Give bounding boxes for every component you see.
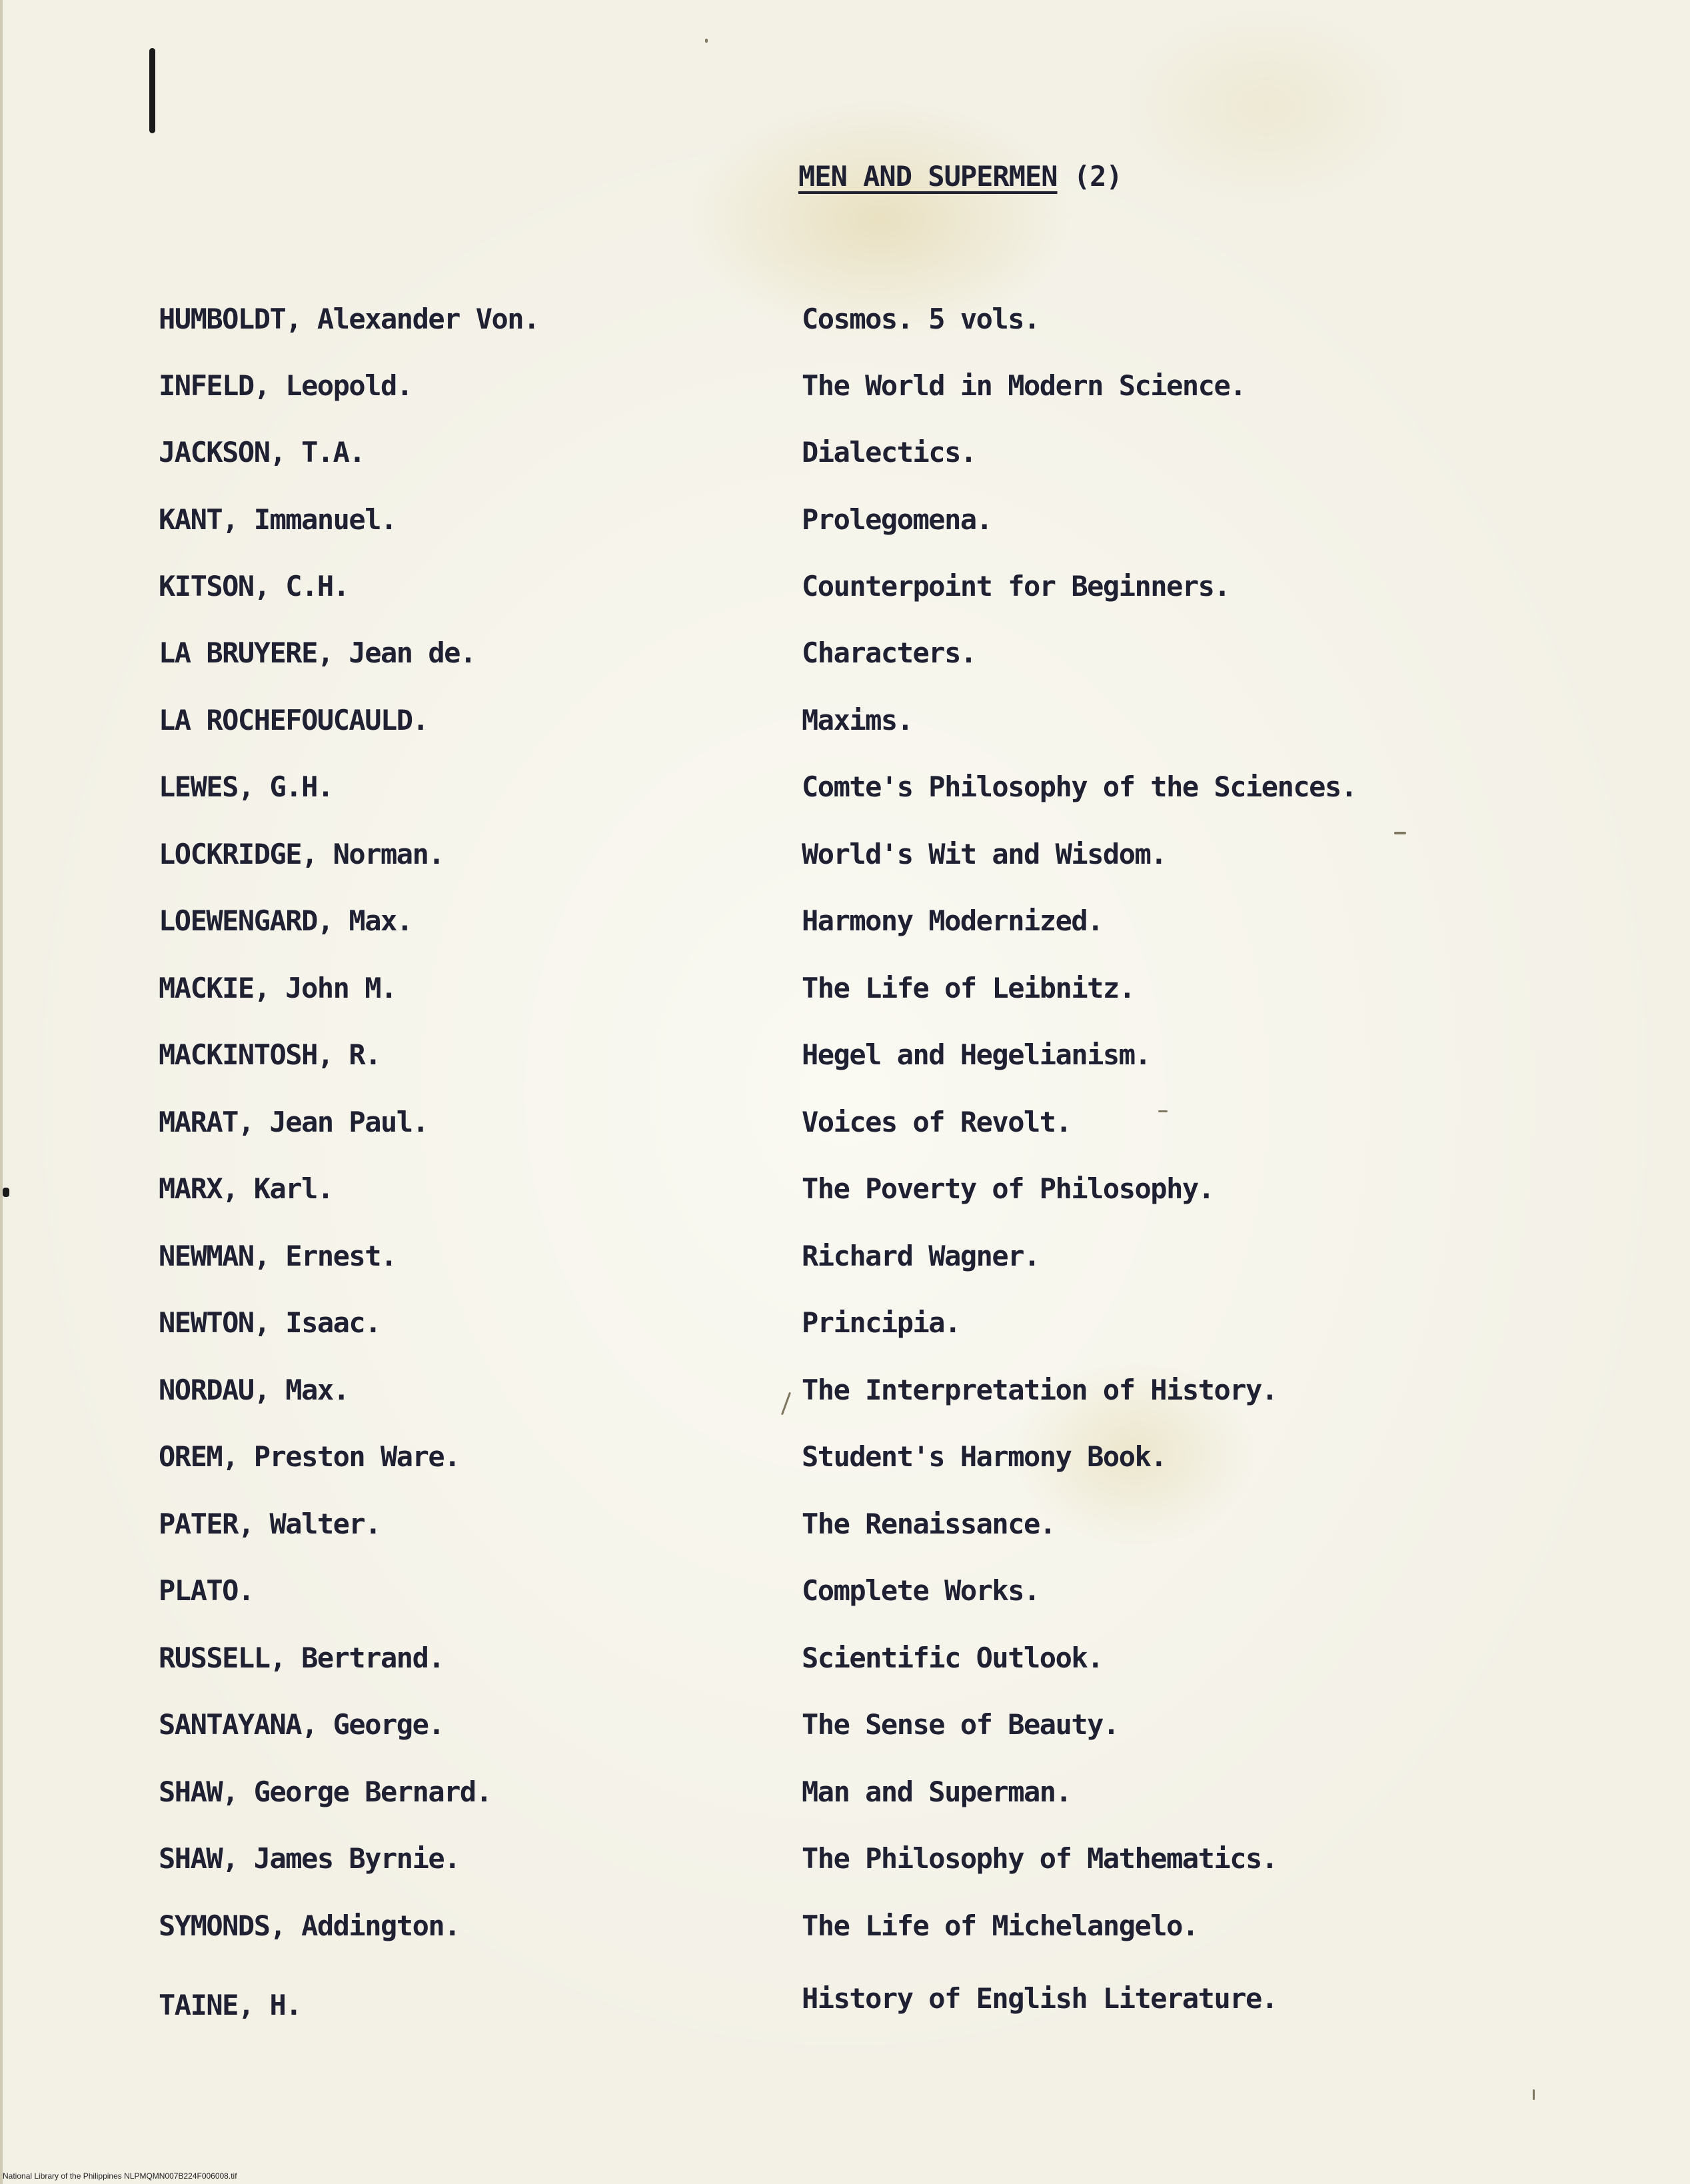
work-title: Harmony Modernized.	[802, 904, 1103, 937]
list-item	[0, 633, 1690, 673]
work-title: Man and Superman.	[802, 1775, 1072, 1808]
work-title: Principia.	[802, 1306, 960, 1339]
list-item	[0, 366, 1690, 406]
author-name: KANT, Immanuel.	[159, 503, 397, 536]
work-title: The Poverty of Philosophy.	[802, 1172, 1214, 1205]
work-title: History of English Literature.	[802, 1982, 1277, 2015]
author-name: LA BRUYERE, Jean de.	[159, 636, 476, 669]
author-name: PATER, Walter.	[159, 1508, 381, 1540]
list-item	[0, 1705, 1690, 1745]
author-name: LOEWENGARD, Max.	[159, 904, 413, 937]
author-name: LOCKRIDGE, Norman.	[159, 838, 444, 870]
work-title: The Sense of Beauty.	[802, 1708, 1119, 1741]
author-name: HUMBOLDT, Alexander Von.	[159, 303, 539, 335]
author-name: JACKSON, T.A.	[159, 436, 365, 469]
list-item	[0, 700, 1690, 740]
work-title: The Renaissance.	[802, 1508, 1056, 1540]
list-item	[0, 1504, 1690, 1544]
list-item	[0, 1839, 1690, 1879]
work-title: Richard Wagner.	[802, 1240, 1040, 1272]
list-item	[0, 1772, 1690, 1812]
work-title: Counterpoint for Beginners.	[802, 570, 1230, 602]
author-name: LA ROCHEFOUCAULD.	[159, 704, 428, 736]
list-item	[0, 1571, 1690, 1611]
author-name: MACKINTOSH, R.	[159, 1038, 381, 1071]
author-name: INFELD, Leopold.	[159, 369, 413, 402]
work-title: The Philosophy of Mathematics.	[802, 1842, 1277, 1875]
author-name: MARAT, Jean Paul.	[159, 1106, 428, 1138]
author-name: TAINE, H.	[159, 1989, 302, 2021]
work-title: Dialectics.	[802, 436, 976, 469]
author-name: KITSON, C.H.	[159, 570, 349, 602]
list-item	[0, 1638, 1690, 1678]
list-item	[0, 1303, 1690, 1343]
author-name: SYMONDS, Addington.	[159, 1909, 460, 1942]
work-title: Prolegomena.	[802, 503, 992, 536]
list-item	[0, 1906, 1690, 1946]
work-title: The Interpretation of History.	[802, 1374, 1277, 1406]
work-title: Comte's Philosophy of the Sciences.	[802, 770, 1357, 803]
work-title: Maxims.	[802, 704, 913, 736]
list-item	[0, 500, 1690, 540]
work-title: The Life of Michelangelo.	[802, 1909, 1198, 1942]
list-item	[0, 767, 1690, 807]
title-main: MEN AND SUPERMEN	[798, 160, 1058, 193]
author-name: NEWTON, Isaac.	[159, 1306, 381, 1339]
author-name: MACKIE, John M.	[159, 972, 397, 1004]
list-item	[0, 901, 1690, 941]
work-title: Voices of Revolt.	[802, 1106, 1072, 1138]
author-name: NORDAU, Max.	[159, 1374, 349, 1406]
list-item	[0, 1169, 1690, 1209]
author-name: LEWES, G.H.	[159, 770, 333, 803]
list-item	[0, 1437, 1690, 1477]
list-item	[0, 433, 1690, 473]
list-item	[0, 968, 1690, 1008]
work-title: Characters.	[802, 636, 976, 669]
work-title: The Life of Leibnitz.	[802, 972, 1135, 1004]
author-name: SHAW, James Byrnie.	[159, 1842, 460, 1875]
work-title: Hegel and Hegelianism.	[802, 1038, 1151, 1071]
list-item	[0, 1102, 1690, 1142]
archive-caption: National Library of the Philippines NLPMQMN007B224F006008.tif	[3, 2171, 237, 2181]
author-name: NEWMAN, Ernest.	[159, 1240, 397, 1272]
list-item	[0, 834, 1690, 874]
list-item	[0, 1370, 1690, 1410]
list-item	[0, 299, 1690, 339]
list-item	[0, 1035, 1690, 1075]
author-name: SHAW, George Bernard.	[159, 1775, 492, 1808]
author-name: RUSSELL, Bertrand.	[159, 1641, 444, 1674]
author-name: PLATO.	[159, 1574, 254, 1607]
work-title: World's Wit and Wisdom.	[802, 838, 1167, 870]
work-title: The World in Modern Science.	[802, 369, 1246, 402]
title-suffix: (2)	[1073, 160, 1122, 193]
list-item	[0, 1236, 1690, 1276]
work-title: Student's Harmony Book.	[802, 1440, 1167, 1473]
work-title: Complete Works.	[802, 1574, 1040, 1607]
author-name: OREM, Preston Ware.	[159, 1440, 460, 1473]
list-item	[0, 566, 1690, 606]
author-name: MARX, Karl.	[159, 1172, 333, 1205]
work-title: Cosmos. 5 vols.	[802, 303, 1040, 335]
work-title: Scientific Outlook.	[802, 1641, 1103, 1674]
list-item	[0, 1982, 1690, 2025]
author-name: SANTAYANA, George.	[159, 1708, 444, 1741]
